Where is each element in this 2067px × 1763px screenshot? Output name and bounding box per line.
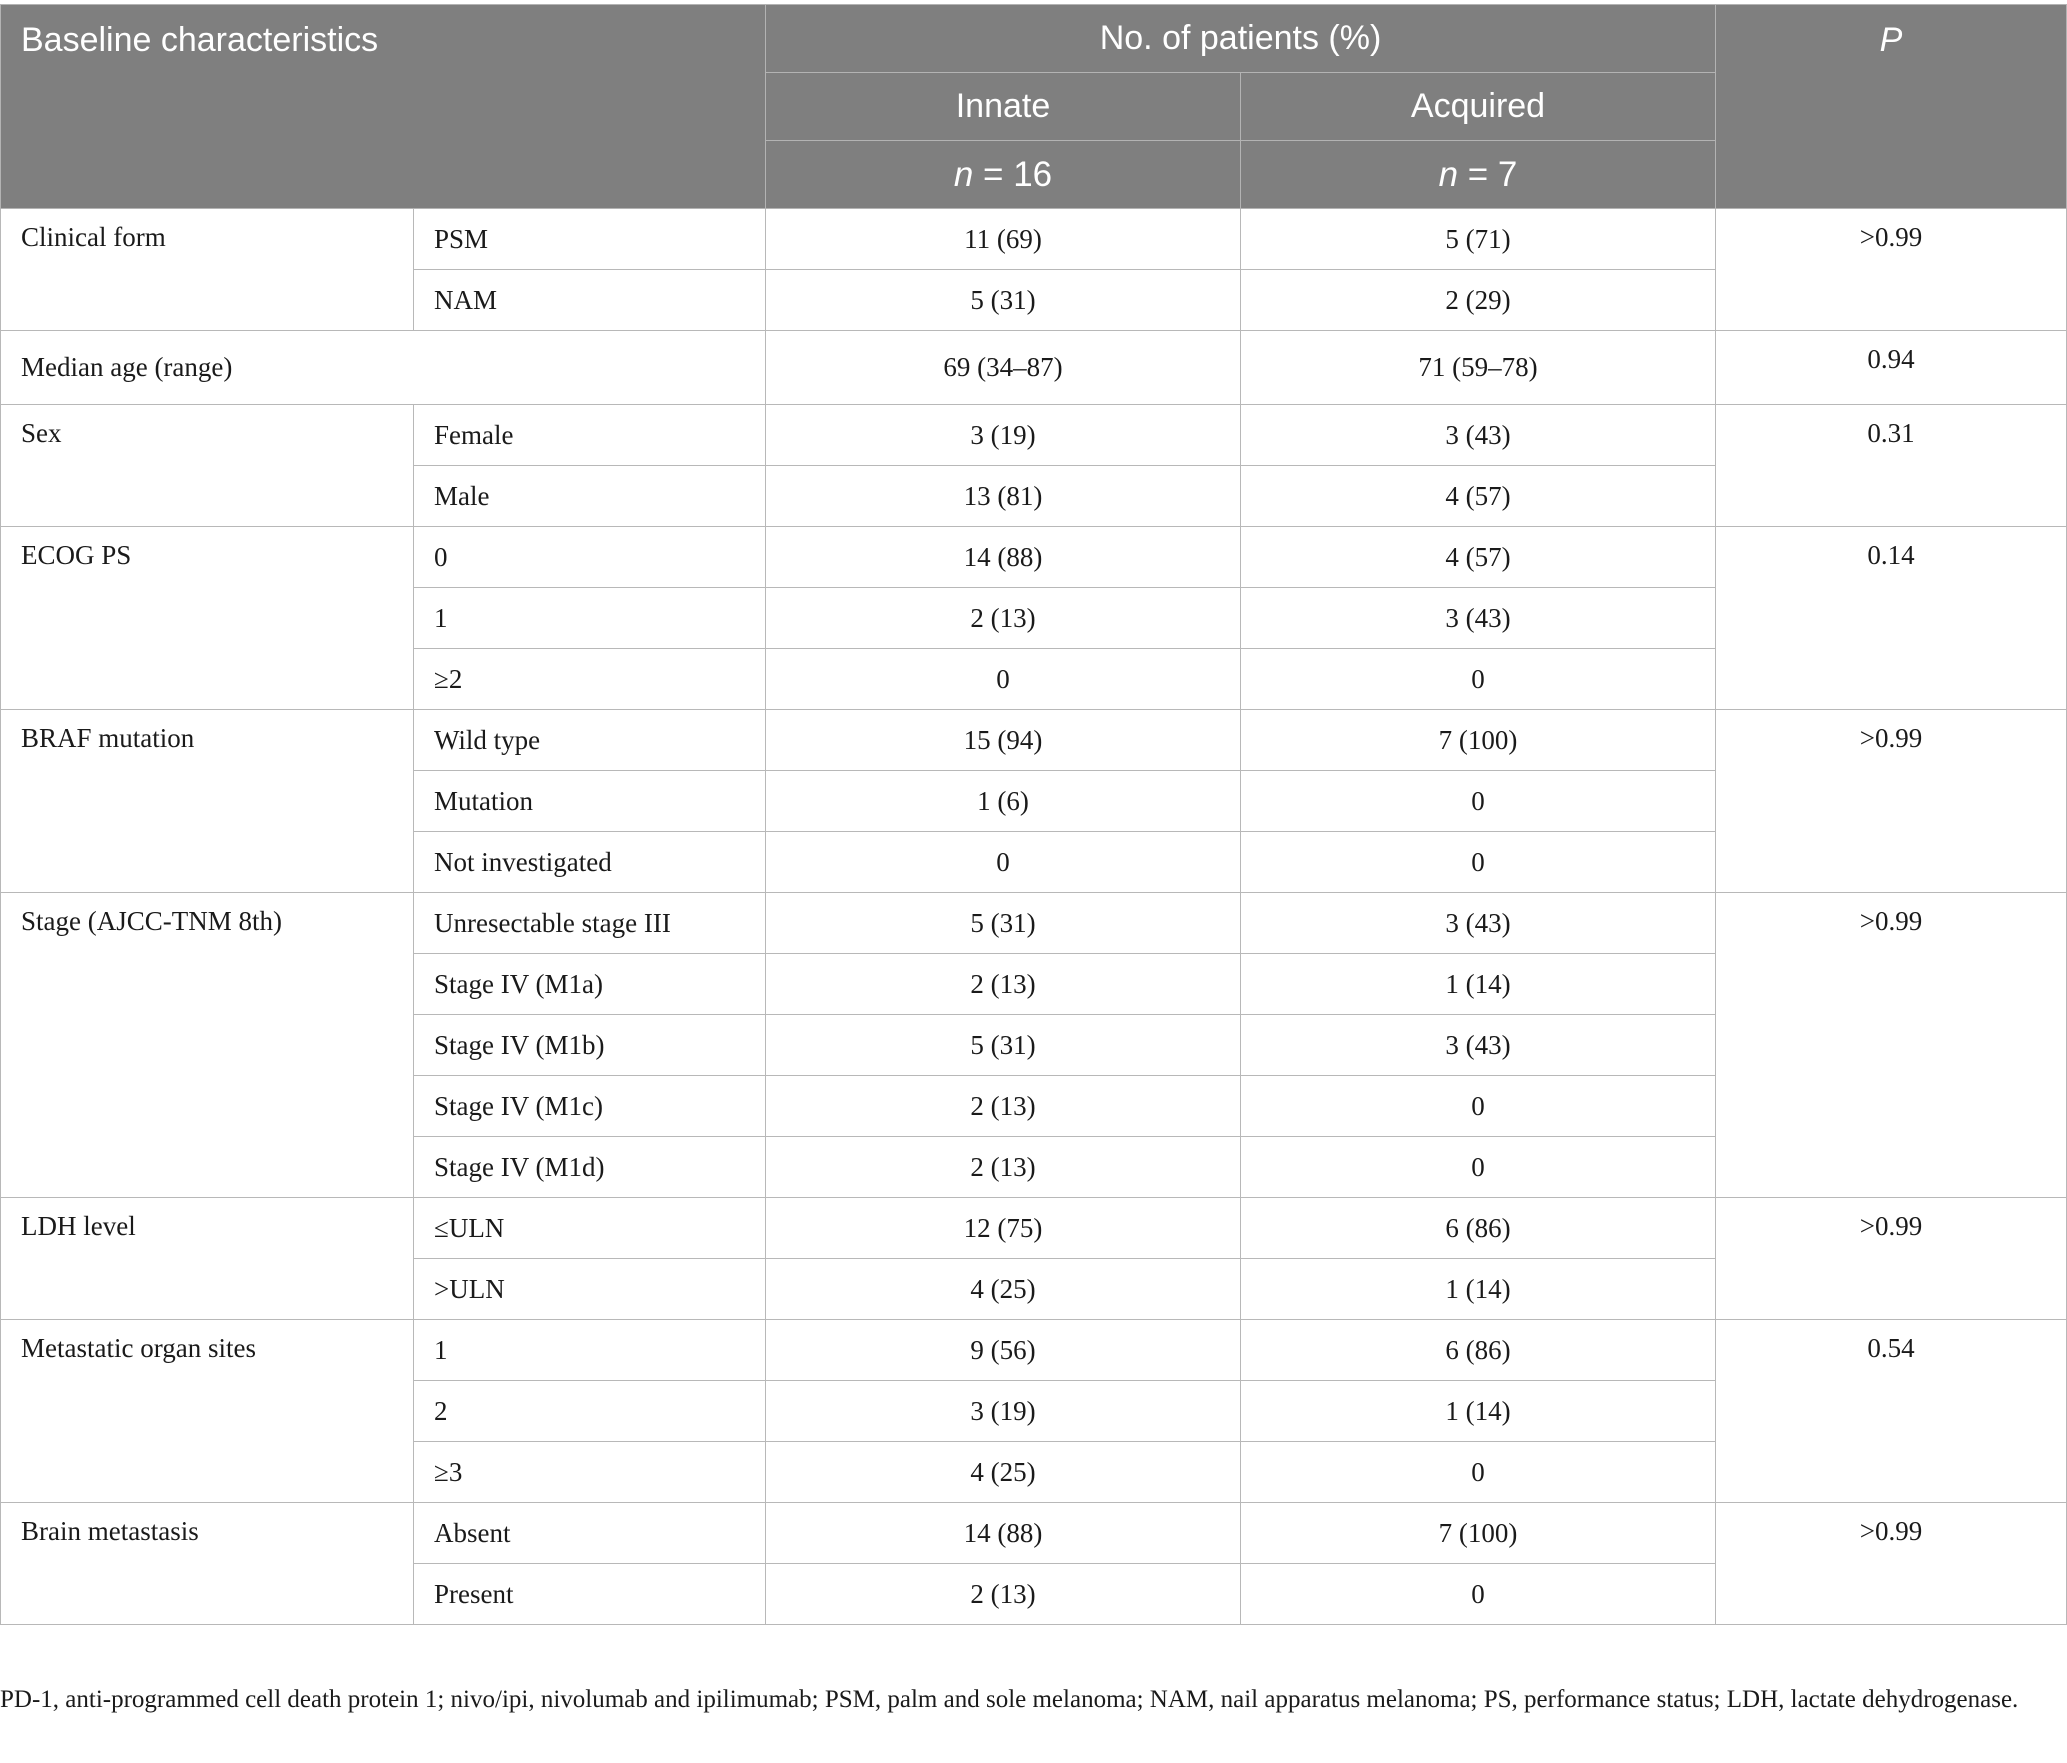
innate-cell: 13 (81)	[766, 466, 1241, 527]
acquired-cell: 7 (100)	[1241, 1503, 1716, 1564]
innate-cell: 1 (6)	[766, 771, 1241, 832]
innate-cell: 2 (13)	[766, 1564, 1241, 1625]
subcategory-cell: Male	[414, 466, 766, 527]
table-footnote: PD-1, anti-programmed cell death protein 1; nivo/ipi, nivolumab and ipilimumab; PSM, palm and sole melanoma; NAM, nail apparatus melanoma; PS, performance status; LDH, lactate dehydrogenase.	[0, 1686, 2019, 1713]
acquired-cell: 0	[1241, 1137, 1716, 1198]
acquired-cell: 0	[1241, 1076, 1716, 1137]
table-body	[1, 209, 2067, 1625]
innate-cell: 2 (13)	[766, 1076, 1241, 1137]
acquired-cell: 0	[1241, 832, 1716, 893]
subcategory-cell: 1	[414, 588, 766, 649]
category-cell: BRAF mutation	[1, 710, 414, 893]
p-value-cell: >0.99	[1716, 710, 2067, 893]
p-value-cell: >0.99	[1716, 1503, 2067, 1625]
innate-cell: 5 (31)	[766, 893, 1241, 954]
acquired-cell: 6 (86)	[1241, 1198, 1716, 1259]
acquired-cell: 3 (43)	[1241, 405, 1716, 466]
table-container	[0, 4, 2066, 1625]
table-row	[1, 331, 2067, 405]
acquired-cell: 4 (57)	[1241, 527, 1716, 588]
innate-n-value: = 16	[973, 154, 1053, 194]
header-innate-n	[766, 141, 1241, 209]
subcategory-cell: 2	[414, 1381, 766, 1442]
table-row	[1, 710, 2067, 771]
acquired-cell: 3 (43)	[1241, 588, 1716, 649]
header-innate: Innate	[766, 73, 1241, 141]
acquired-cell: 2 (29)	[1241, 270, 1716, 331]
subcategory-cell: >ULN	[414, 1259, 766, 1320]
p-value-cell: >0.99	[1716, 1198, 2067, 1320]
acquired-cell: 1 (14)	[1241, 1381, 1716, 1442]
header-baseline-characteristics: Baseline characteristics	[1, 5, 766, 209]
subcategory-cell: ≥2	[414, 649, 766, 710]
subcategory-cell: ≤ULN	[414, 1198, 766, 1259]
n-symbol: n	[953, 154, 974, 194]
table-row	[1, 209, 2067, 270]
innate-cell: 0	[766, 649, 1241, 710]
table-row	[1, 1320, 2067, 1381]
acquired-cell: 3 (43)	[1241, 893, 1716, 954]
acquired-cell: 3 (43)	[1241, 1015, 1716, 1076]
p-value-cell: >0.99	[1716, 209, 2067, 331]
subcategory-cell: NAM	[414, 270, 766, 331]
baseline-characteristics-table	[0, 4, 2067, 1625]
innate-cell: 3 (19)	[766, 405, 1241, 466]
subcategory-cell: 1	[414, 1320, 766, 1381]
innate-cell: 2 (13)	[766, 954, 1241, 1015]
n-symbol: n	[1438, 154, 1459, 194]
acquired-cell: 6 (86)	[1241, 1320, 1716, 1381]
category-cell: LDH level	[1, 1198, 414, 1320]
subcategory-cell: Stage IV (M1b)	[414, 1015, 766, 1076]
innate-cell: 14 (88)	[766, 1503, 1241, 1564]
category-cell: Median age (range)	[1, 331, 766, 405]
acquired-cell: 71 (59–78)	[1241, 331, 1716, 405]
acquired-cell: 0	[1241, 1564, 1716, 1625]
p-value-cell: 0.94	[1716, 331, 2067, 405]
acquired-cell: 0	[1241, 1442, 1716, 1503]
header-acquired: Acquired	[1241, 73, 1716, 141]
subcategory-cell: Absent	[414, 1503, 766, 1564]
subcategory-cell: Mutation	[414, 771, 766, 832]
subcategory-cell: ≥3	[414, 1442, 766, 1503]
table-row	[1, 1198, 2067, 1259]
acquired-cell: 0	[1241, 771, 1716, 832]
innate-cell: 14 (88)	[766, 527, 1241, 588]
header-no-of-patients: No. of patients (%)	[766, 5, 1716, 73]
p-value-cell: 0.14	[1716, 527, 2067, 710]
innate-cell: 5 (31)	[766, 270, 1241, 331]
category-cell: Clinical form	[1, 209, 414, 331]
innate-cell: 3 (19)	[766, 1381, 1241, 1442]
innate-cell: 4 (25)	[766, 1442, 1241, 1503]
p-value-cell: 0.31	[1716, 405, 2067, 527]
category-cell: Metastatic organ sites	[1, 1320, 414, 1503]
subcategory-cell: Present	[414, 1564, 766, 1625]
acquired-cell: 4 (57)	[1241, 466, 1716, 527]
acquired-cell: 7 (100)	[1241, 710, 1716, 771]
category-cell: Sex	[1, 405, 414, 527]
table-row	[1, 405, 2067, 466]
table-row	[1, 527, 2067, 588]
acquired-cell: 1 (14)	[1241, 954, 1716, 1015]
innate-cell: 2 (13)	[766, 588, 1241, 649]
acquired-cell: 5 (71)	[1241, 209, 1716, 270]
table-row	[1, 1503, 2067, 1564]
innate-cell: 69 (34–87)	[766, 331, 1241, 405]
innate-cell: 11 (69)	[766, 209, 1241, 270]
subcategory-cell: 0	[414, 527, 766, 588]
subcategory-cell: Female	[414, 405, 766, 466]
category-cell: Brain metastasis	[1, 1503, 414, 1625]
acquired-cell: 1 (14)	[1241, 1259, 1716, 1320]
innate-cell: 9 (56)	[766, 1320, 1241, 1381]
acquired-cell: 0	[1241, 649, 1716, 710]
innate-cell: 0	[766, 832, 1241, 893]
innate-cell: 5 (31)	[766, 1015, 1241, 1076]
header-p-value: P	[1716, 5, 2067, 209]
subcategory-cell: Wild type	[414, 710, 766, 771]
subcategory-cell: Stage IV (M1a)	[414, 954, 766, 1015]
innate-cell: 2 (13)	[766, 1137, 1241, 1198]
subcategory-cell: Stage IV (M1c)	[414, 1076, 766, 1137]
innate-cell: 4 (25)	[766, 1259, 1241, 1320]
acquired-n-value: = 7	[1458, 154, 1518, 194]
innate-cell: 15 (94)	[766, 710, 1241, 771]
p-value-cell: >0.99	[1716, 893, 2067, 1198]
category-cell: Stage (AJCC-TNM 8th)	[1, 893, 414, 1198]
subcategory-cell: Not investigated	[414, 832, 766, 893]
table-header	[1, 5, 2067, 209]
innate-cell: 12 (75)	[766, 1198, 1241, 1259]
subcategory-cell: Stage IV (M1d)	[414, 1137, 766, 1198]
subcategory-cell: PSM	[414, 209, 766, 270]
table-row	[1, 893, 2067, 954]
header-acquired-n	[1241, 141, 1716, 209]
subcategory-cell: Unresectable stage III	[414, 893, 766, 954]
p-value-cell: 0.54	[1716, 1320, 2067, 1503]
category-cell: ECOG PS	[1, 527, 414, 710]
